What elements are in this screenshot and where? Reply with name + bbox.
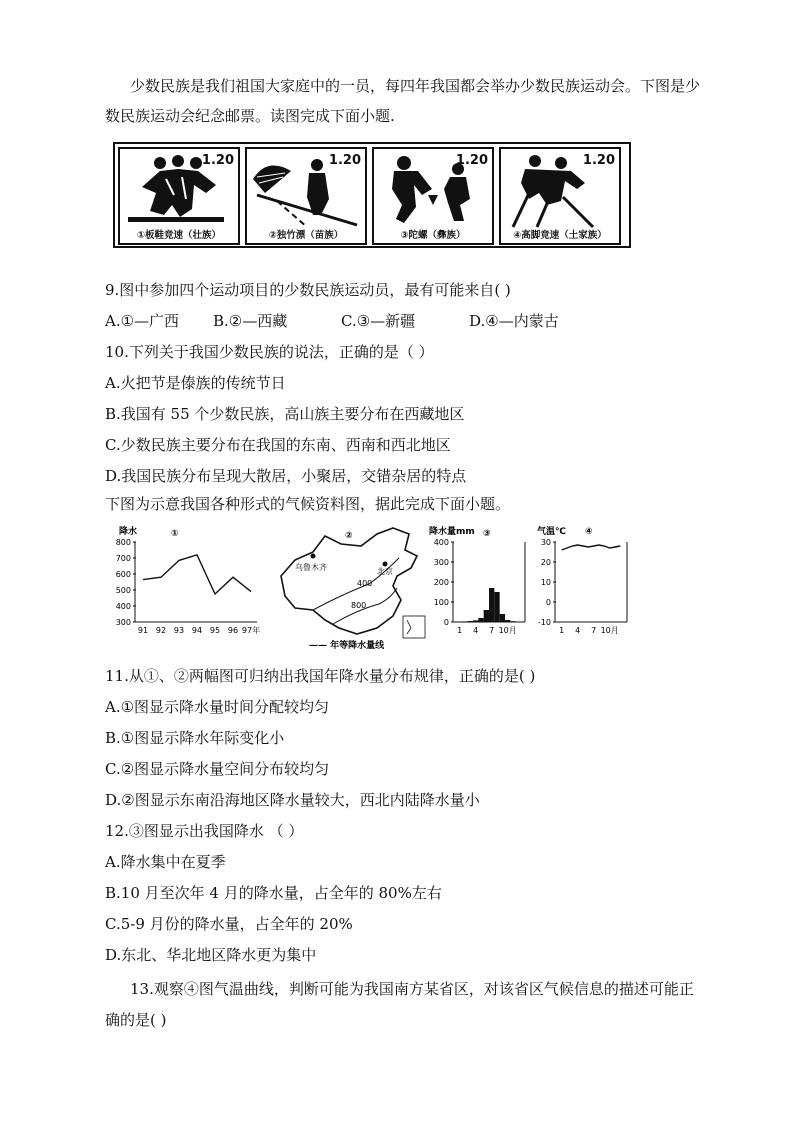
chart-1-ytick: 500 <box>115 586 131 595</box>
q9-option-a[interactable]: A.①—广西 <box>105 312 180 330</box>
chart-1-xtick: 97年 <box>241 626 261 635</box>
q11-option-d[interactable]: D.②图显示东南沿海地区降水量较大，西北内陆降水量小 <box>105 791 480 809</box>
chart-3-bar <box>473 620 478 622</box>
chart-3-ytick: 0 <box>443 618 449 627</box>
q10-option-d[interactable]: D.我国民族分布呈现大散居，小聚居，交错杂居的特点 <box>105 467 467 485</box>
q9-option-d[interactable]: D.④—内蒙古 <box>469 312 559 330</box>
chart-3-xtick: 7 <box>489 626 495 635</box>
urumqi-marker <box>311 554 316 559</box>
chart-1-xtick: 93 <box>173 626 185 635</box>
chart-1-annual-precipitation <box>105 524 265 640</box>
map-2-isohyet-map <box>273 524 443 651</box>
south-sea-inset <box>403 616 425 638</box>
q10-option-b[interactable]: B.我国有 55 个少数民族，高山族主要分布在西藏地区 <box>105 405 465 423</box>
q13-stem-line-2: 确的是( ) <box>105 1011 167 1029</box>
beijing-marker <box>383 562 388 567</box>
chart-3-ytick: 200 <box>433 578 449 587</box>
intro-line-1: 少数民族是我们祖国大家庭中的一员，每四年我国都会举办少数民族运动会。下图是少 <box>130 77 701 95</box>
chart-1-panel: ① <box>171 529 179 539</box>
chart-3-panel: ③ <box>483 529 491 539</box>
map-panel: ② <box>345 531 353 541</box>
stamp-4-caption: ④高脚竞速（土家族） <box>513 230 607 241</box>
chart-3-bar <box>510 621 515 622</box>
chart-4-monthly-temperature <box>533 524 633 640</box>
chart-4-xtick: 4 <box>575 626 581 635</box>
china-outline <box>281 528 417 634</box>
chart-4-temperature-curve <box>562 545 621 550</box>
chart-1-xtick: 95 <box>209 626 221 635</box>
q11-option-c[interactable]: C.②图显示降水量空间分布较均匀 <box>105 760 330 778</box>
chart-3-monthly-precipitation <box>427 524 529 640</box>
chart-4-ytick: -10 <box>537 618 551 627</box>
map-label-800: 800 <box>351 601 367 610</box>
intro-line-2: 数民族运动会纪念邮票。读图完成下面小题. <box>105 107 395 125</box>
climate-intro: 下图为示意我国各种形式的气候资料图，据此完成下面小题。 <box>105 495 511 513</box>
chart-4-xtick: 7 <box>591 626 597 635</box>
q9-stem: 9.图中参加四个运动项目的少数民族运动员，最有可能来自( ) <box>105 281 511 299</box>
stamp-2-caption: ②独竹漂（苗族） <box>268 230 344 241</box>
chart-1-ytick: 800 <box>115 538 131 547</box>
stamp-4-denomination: 1.20 <box>582 153 615 168</box>
chart-3-bar <box>468 621 473 622</box>
q12-option-b[interactable]: B.10 月至次年 4 月的降水量，占全年的 80%左右 <box>105 884 442 902</box>
stamp-1-caption: ①板鞋竞速（壮族） <box>136 230 222 241</box>
chart-3-xtick: 4 <box>473 626 479 635</box>
chart-4-xtick: 1 <box>559 626 565 635</box>
chart-4-ytick: 0 <box>545 598 551 607</box>
stamp-4 <box>499 147 621 245</box>
chart-3-bar <box>478 618 483 622</box>
chart-4-panel: ④ <box>585 527 593 537</box>
q9-option-b[interactable]: B.②—西藏 <box>213 312 288 330</box>
chart-1-xtick: 91 <box>137 626 149 635</box>
chart-3-bar <box>489 588 494 622</box>
q11-stem: 11.从①、②两幅图可归纳出我国年降水量分布规律，正确的是( ) <box>105 667 536 685</box>
chart-3-bar <box>494 592 499 622</box>
q9-options <box>105 311 559 331</box>
chart-3-xtick: 1 <box>457 626 463 635</box>
q10-option-a[interactable]: A.火把节是傣族的传统节日 <box>105 374 286 392</box>
chart-3-bar <box>505 620 510 622</box>
q11-option-b[interactable]: B.①图显示降水年际变化小 <box>105 729 285 747</box>
chart-3-bar <box>500 614 505 622</box>
q12-option-c[interactable]: C.5-9 月份的降水量，占全年的 20% <box>105 915 353 933</box>
chart-1-ytick: 600 <box>115 570 131 579</box>
chart-1-ylabel: 降水 <box>119 527 138 537</box>
q12-option-a[interactable]: A.降水集中在夏季 <box>105 853 226 871</box>
chart-4-ytick: 30 <box>540 538 551 547</box>
chart-3-xtick: 10月 <box>498 626 517 635</box>
q11-option-a[interactable]: A.①图显示降水量时间分配较均匀 <box>105 698 330 716</box>
stamp-1 <box>118 147 240 245</box>
chart-4-ytick: 20 <box>540 558 551 567</box>
map-label-urumqi: 乌鲁木齐 <box>295 563 327 572</box>
chart-1-ytick: 300 <box>115 618 131 627</box>
chart-1-xtick: 94 <box>191 626 203 635</box>
map-label-beijing: 北京 <box>377 567 393 576</box>
stamp-1-denomination: 1.20 <box>201 153 234 168</box>
chart-1-series-line <box>143 555 251 594</box>
q9-option-c[interactable]: C.③—新疆 <box>341 312 416 330</box>
chart-1-xtick: 92 <box>155 626 167 635</box>
map-legend: —— 年等降水量线 <box>309 641 385 651</box>
chart-3-bar <box>462 621 467 622</box>
stamp-3 <box>372 147 494 245</box>
stamp-strip <box>113 142 631 248</box>
map-label-400: 400 <box>357 579 373 588</box>
chart-3-ytick: 100 <box>433 598 449 607</box>
chart-4-ytick: 10 <box>540 578 551 587</box>
q13-stem-line-1: 13.观察④图气温曲线，判断可能为我国南方某省区，对该省区气候信息的描述可能正 <box>130 980 694 998</box>
q12-option-d[interactable]: D.东北、华北地区降水更为集中 <box>105 946 317 964</box>
chart-3-ytick: 300 <box>433 558 449 567</box>
chart-3-ylabel: 降水量mm <box>429 527 475 537</box>
chart-4-ylabel: 气温℃ <box>537 527 566 537</box>
climate-figures <box>105 524 735 654</box>
q10-stem: 10.下列关于我国少数民族的说法，正确的是（ ） <box>105 343 434 361</box>
q10-option-c[interactable]: C.少数民族主要分布在我国的东南、西南和西北地区 <box>105 436 451 454</box>
stamp-2 <box>245 147 367 245</box>
chart-3-bar <box>484 610 489 622</box>
chart-3-ytick: 400 <box>433 538 449 547</box>
stamp-3-denomination: 1.20 <box>455 153 488 168</box>
stamp-3-caption: ③陀螺（彝族） <box>400 230 466 241</box>
chart-1-ytick: 400 <box>115 602 131 611</box>
chart-1-ytick: 700 <box>115 554 131 563</box>
stamp-2-denomination: 1.20 <box>328 153 361 168</box>
chart-1-xtick: 96 <box>227 626 239 635</box>
chart-4-xtick: 10月 <box>600 626 619 635</box>
q12-stem: 12.③图显示出我国降水 （ ） <box>105 822 304 840</box>
